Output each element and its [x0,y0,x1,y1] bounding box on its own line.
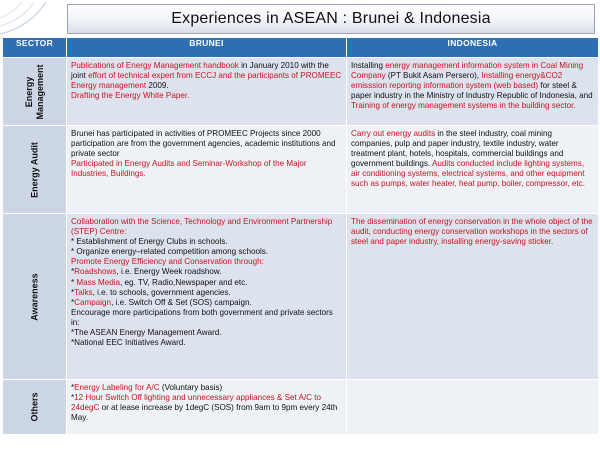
header-indonesia: INDONESIA [347,38,599,58]
comparison-table [2,37,599,435]
header-brunei: BRUNEI [67,38,347,58]
row-energy-management [3,58,599,126]
sector-label-energy-management: Energy Management [23,63,45,120]
slide-title-text: Experiences in ASEAN : Brunei & Indonesia [171,10,491,27]
list-item: *Roadshows, i.e. Energy Week roadshow. [71,267,222,277]
indonesia-energy-management: Installing energy management information system in Coal Mining Company (PT Bukit Asam Persero), Installing energy&CO2 emisssion reporting information system (web based) for steel & paper industry in the Ministry of Industry Republic of Indonesia, and Training of energy management systems in the building sector. [347,58,599,126]
slide-title [67,4,595,34]
brunei-others [67,380,347,435]
sector-energy-audit [3,126,67,214]
row-awareness [3,214,599,380]
row-energy-audit [3,126,599,214]
corner-decoration [0,0,70,36]
indonesia-energy-audit: Carry out energy audits in the steel industry, coal mining companies, pulp and paper industry, textile industry, water treatment plant, hotels, hospitals, commercial buildings and government buildings. Audits conducted include lighting systems, air conditioning systems, electrical systems, and other equipment such as pumps, water heater, heat pump, boiler, compressor, etc. [347,126,599,214]
brunei-awareness: Collaboration with the Science, Technology and Environment Partnership (STEP) Centre: * Establishment of Energy Clubs in schools. * Organize energy–related competition among schools. Promote Energy Efficiency and Conservation through: *Roadshows, i.e. Energy Week roadshow. * Mass Media, eg. TV, Radio,Newspaper and etc. *Talks, i.e. to schools, government agencies. *Campaign, i.e. Switch Off & Set (SOS) campaign. Encourage more participations from both government and private sectors in: *The ASEAN Energy Management Award. *National EEC Initiatives Award. [67,214,347,380]
sector-energy-management [3,58,67,126]
list-item: *Talks, i.e. to schools, government agencies. [71,287,231,297]
sector-awareness [3,214,67,380]
header-sector: SECTOR [3,38,67,58]
list-item: *Energy Labeling for A/C (Voluntary basis) [71,383,223,392]
list-item: *Campaign, i.e. Switch Off & Set (SOS) campaign. [71,297,252,307]
row-others [3,380,599,435]
sector-label-energy-audit: Energy Audit [29,141,39,198]
brunei-energy-management: Publications of Energy Management handbook in January 2010 with the joint effort of technical expert from ECCJ and the participants of PROMEEC Energy management 2009. Drafting the Energy White Paper. [67,58,347,126]
indonesia-awareness: The dissemination of energy conservation in the whole object of the audit, conducting energy conservation workshops in the sectors of steel and paper industry, installing energy-saving sticker. [347,214,599,380]
brunei-energy-audit: Brunei has participated in activities of PROMEEC Projects since 2000 participation are from the government agencies, academic institutions and private sector Participated in Energy Audits and Seminar-Workshop of the Major Industries, Buildings. [67,126,347,214]
indonesia-others [347,380,599,435]
sector-label-awareness: Awareness [29,272,39,321]
sector-others [3,380,67,435]
list-item: *12 Hour Switch Off lighting and unnecessary appliances & Set A/C to 24degC or at lease increase by 1degC (SOS) from 9am to 9pm every 24th May. [71,393,338,423]
list-item: * Mass Media, eg. TV, Radio,Newspaper and etc. [71,277,248,287]
header-row [3,38,599,58]
sector-label-others: Others [29,392,39,422]
